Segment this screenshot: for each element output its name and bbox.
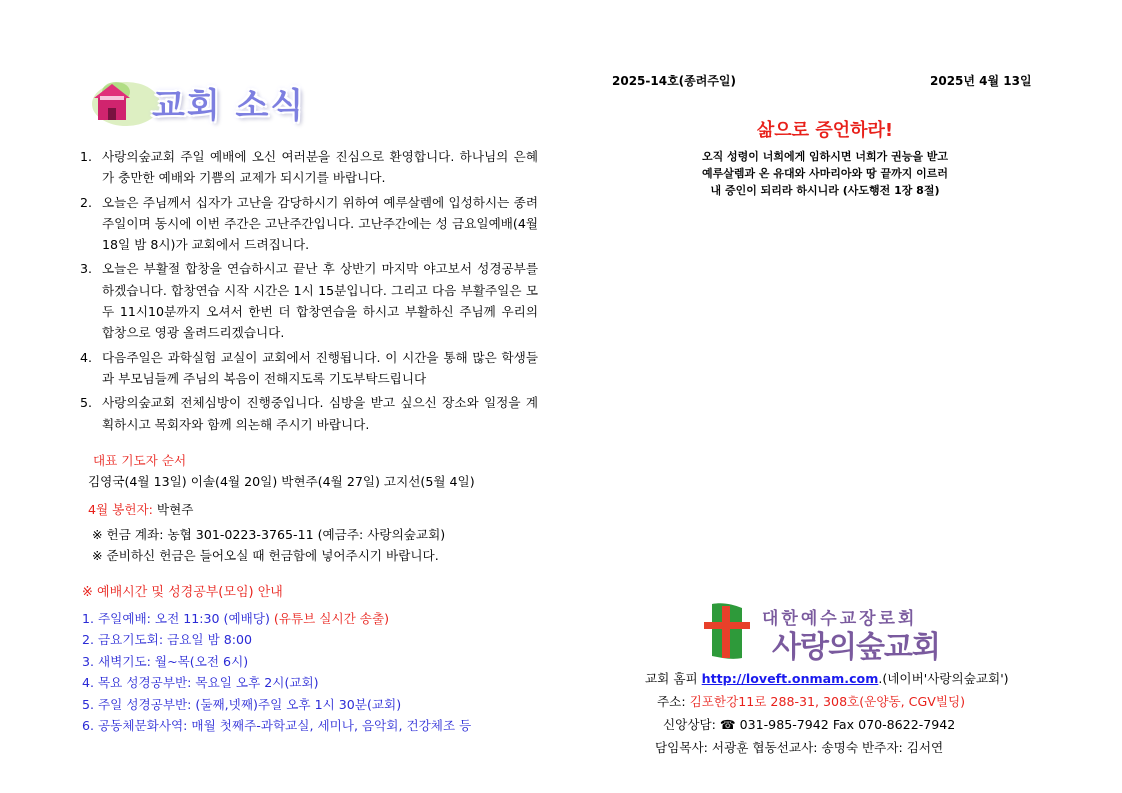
verse-line: 오직 성령이 너희에게 임하시면 너희가 권능을 받고 [701, 150, 949, 163]
verse-line: 내 증인이 되리라 하시니라 (사도행전 1장 8절) [710, 184, 940, 197]
worship-item-text: 4. 목요 성경공부반: 목요일 오후 2시(교회) [82, 675, 319, 691]
worship-item [82, 694, 471, 715]
news-text: 사랑의숲교회 전체심방이 진행중입니다. 심방을 받고 싶으신 장소와 일정을 계획하시고 목회자와 함께 의논해 주시기 바랍니다. [102, 395, 538, 432]
news-item [80, 192, 538, 256]
homepage-suffix: .(네이버'사랑의숲교회') [878, 671, 1009, 686]
theme-title: 삶으로 증언하라! [756, 120, 894, 141]
worship-heading: ※ 예배시간 및 성경공부(모임) 안내 [82, 585, 283, 600]
worship-item-text: 6. 공동체문화사역: 매월 첫째주-과학교실, 세미나, 음악회, 건강체조 등 [82, 718, 472, 734]
news-item [80, 347, 538, 390]
address-label: 주소: [657, 694, 690, 709]
verse-line: 예루살렘과 온 유대와 사마리아와 땅 끝까지 이르러 [701, 167, 949, 180]
news-text: 오늘은 주님께서 십자가 고난을 감당하시기 위하여 예루살렘에 입성하시는 종려주일이며 동시에 이번 주간은 고난주간입니다. 고난주간에는 성 금요일예배(4월18일 밤 8시)가 교회에서 드려집니다. [102, 194, 538, 253]
news-number: 3. [80, 261, 93, 277]
news-text: 다음주일은 과학실험 교실이 교회에서 진행됩니다. 이 시간을 통해 많은 학생들과 부모님들께 주님의 복음이 전해지도록 기도부탁드립니다 [102, 349, 538, 386]
homepage-label: 교회 홈피 [645, 671, 702, 686]
homepage-link[interactable]: http://loveft.onmam.com [701, 671, 879, 686]
worship-list [82, 608, 471, 736]
news-number: 1. [80, 149, 93, 164]
offering-account: ※ 헌금 계좌: 농협 301-0223-3765-11 (예금주: 사랑의숲교회) [92, 527, 446, 542]
worship-item [82, 715, 471, 736]
news-number: 4. [80, 349, 93, 365]
news-item [80, 146, 538, 189]
cross-icon [704, 603, 750, 659]
issue-number: 2025-14호(종려주일) [612, 74, 737, 88]
prayer-schedule: 김영국(4월 13일) 이솔(4월 20일) 박현주(4월 27일) 고지선(5월 4일) [88, 474, 475, 489]
banner-title: 교회 소식 [152, 86, 306, 126]
denomination-name: 대한예수교장로회 [762, 609, 918, 629]
homepage-line [645, 668, 1009, 687]
news-item [80, 258, 538, 343]
offering-donor [88, 499, 193, 518]
prayer-heading: 대표 기도자 순서 [93, 453, 187, 468]
news-number: 5. [80, 395, 93, 411]
worship-item-text: 1. 주일예배: 오전 11:30 (예배당) [82, 611, 274, 626]
contact-line: 신앙상담: ☎ 031-985-7942 Fax 070-8622-7942 [663, 717, 956, 732]
worship-item [82, 608, 471, 629]
offering-note: ※ 준비하신 헌금은 들어오실 때 헌금함에 넣어주시기 바랍니다. [92, 548, 439, 563]
youtube-note: (유튜브 실시간 송출) [273, 611, 390, 626]
worship-item-text: 3. 새벽기도: 월~목(오전 6시) [82, 653, 249, 669]
bulletin-date: 2025년 4월 13일 [930, 74, 1032, 88]
worship-item-text: 2. 금요기도회: 금요일 밤 8:00 [82, 632, 253, 648]
address-line [657, 691, 965, 710]
news-number: 2. [80, 194, 93, 210]
donor-label: 4월 봉헌자: [88, 502, 153, 517]
staff-line: 담임목사: 서광훈 협동선교사: 송명숙 반주자: 김서연 [655, 740, 944, 755]
worship-item-text: 5. 주일 성경공부반: (둘째,넷째)주일 오후 1시 30분(교회) [82, 696, 402, 712]
news-list [80, 146, 538, 438]
news-text: 사랑의숲교회 주일 예배에 오신 여러분을 진심으로 환영합니다. 하나님의 은혜가 충만한 예배와 기쁨의 교제가 되시기를 바랍니다. [102, 149, 538, 186]
news-item [80, 392, 538, 435]
donor-name: 박현주 [152, 502, 194, 517]
address-value: 김포한강11로 288-31, 308호(운양동, CGV빌딩) [689, 694, 966, 709]
church-name: 사랑의숲교회 [772, 630, 940, 665]
scripture-verse [620, 148, 1030, 199]
worship-item [82, 629, 471, 650]
worship-item [82, 672, 471, 693]
worship-item [82, 651, 471, 672]
news-text: 오늘은 부활절 합창을 연습하시고 끝난 후 상반기 마지막 야고보서 성경공부를 하겠습니다. 합창연습 시작 시간은 1시 15분입니다. 그리고 다음 부활주일은 모두 11시10분까지 오셔서 한번 더 합창연습을 하시고 부활하신 주님께 우리의 합창으로 영광 올려드리겠습니다. [102, 261, 538, 341]
